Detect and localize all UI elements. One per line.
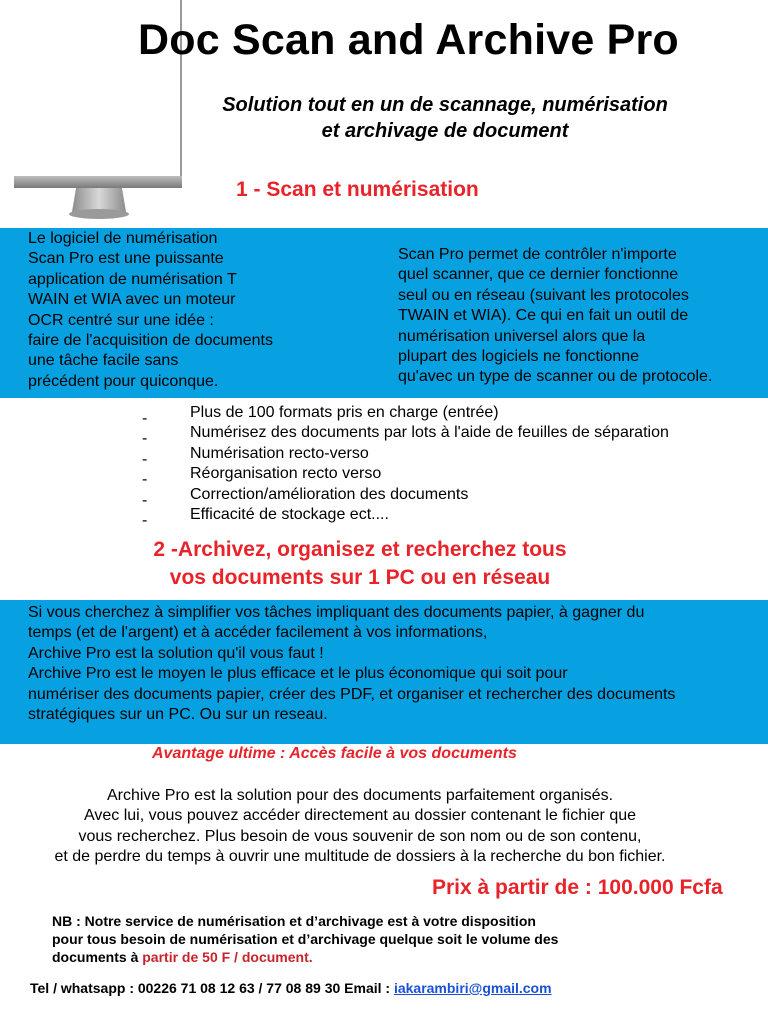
subtitle-line: Solution tout en un de scannage, numérisation (222, 94, 668, 116)
section1-heading: 1 - Scan et numérisation (236, 178, 479, 201)
list-item (142, 403, 669, 427)
feature-list (142, 403, 669, 530)
text-line: qu'avec un type de scanner ou de protocole. (398, 368, 713, 386)
list-item-text: Réorganisation recto verso (190, 465, 382, 483)
subtitle-line: et archivage de document (321, 120, 569, 142)
list-item-text: Efficacité de stockage ect.... (190, 506, 389, 524)
contact-line (30, 980, 552, 996)
text-line: application de numérisation T (28, 270, 237, 288)
list-item (142, 464, 669, 489)
text-line: Scan Pro est une puissante (28, 250, 224, 268)
text-line: Avec lui, vous pouvez accéder directement au dossier contenant le fichier que (83, 807, 637, 825)
nb-line: NB : Notre service de numérisation et d’archivage est à votre disposition (52, 913, 536, 929)
text-line: Scan Pro permet de contrôler n'importe (398, 246, 677, 263)
list-item-text: Correction/amélioration des documents (190, 485, 469, 503)
archive-description (28, 603, 675, 725)
text-line: Archive Pro est la solution pour des documents parfaitement organisés. (106, 787, 614, 804)
text-line: Archive Pro est la solution qu'il vous faut ! (28, 644, 324, 662)
text-line: et de perdre du temps à ouvrir une multitude de dossiers à la recherche du bon fichier. (54, 848, 666, 866)
heading-line: 2 -Archivez, organisez et recherchez tous (153, 538, 567, 561)
text-line: numériser des documents papier, créer des PDF, et organiser et rechercher des documents (28, 685, 676, 703)
text-line: Le logiciel de numérisation (28, 230, 218, 247)
list-item-text: Numérisation recto-verso (190, 444, 369, 462)
dash-marker: - (142, 450, 148, 468)
dash-marker: - (142, 471, 148, 489)
text-line: faire de l'acquisition de documents (28, 332, 273, 350)
dash-marker: - (142, 512, 148, 530)
list-item (142, 485, 669, 509)
text-line: plupart des logiciels ne fonctionne (398, 348, 640, 366)
page-title: Doc Scan and Archive Pro (138, 16, 679, 64)
list-item-text: Plus de 100 formats pris en charge (entrée) (190, 404, 499, 421)
scan-description-left (28, 229, 273, 392)
nb-line: pour tous besoin de numérisation et d’archivage quelque soit le volume des (52, 931, 559, 947)
avantage-heading: Avantage ultime : Accès facile à vos documents (152, 745, 517, 762)
text-line: TWAIN et WIA). Ce qui en fait un outil de (398, 307, 689, 325)
dash-marker: - (142, 430, 148, 448)
text-line: seul ou en réseau (suivant les protocoles (398, 286, 689, 304)
text-line: Archive Pro est le moyen le plus efficace et le plus économique qui soit pour (28, 665, 568, 683)
text-line: quel scanner, que ce dernier fonctionne (398, 266, 679, 284)
heading-line: vos documents sur 1 PC ou en réseau (169, 566, 551, 589)
scan-description-right (398, 245, 712, 388)
text-line: WAIN et WIA avec un moteur (28, 291, 236, 309)
dash-marker: - (142, 410, 148, 427)
archive-paragraph (0, 786, 720, 868)
text-line: stratégiques sur un PC. Ou sur un reseau. (28, 706, 328, 724)
contact-text: Tel / whatsapp : 00226 71 08 12 63 / 77 08 89 30 Email : (30, 980, 394, 996)
list-item (142, 423, 669, 448)
list-item (142, 444, 669, 468)
subtitle (180, 92, 710, 144)
nb-line (52, 948, 558, 966)
text-line: temps (et de l'argent) et à accéder facilement à vos informations, (28, 624, 488, 642)
nb-line-prefix: documents à (52, 949, 143, 965)
text-line: une tâche facile sans (28, 352, 179, 370)
text-line: Si vous cherchez à simplifier vos tâches impliquant des documents papier, à gagner du (28, 604, 645, 621)
text-line: précédent pour quiconque. (28, 372, 219, 390)
list-item-text: Numérisez des documents par lots à l'aide de feuilles de séparation (190, 424, 669, 442)
nb-note (52, 912, 558, 966)
list-item (142, 505, 669, 530)
text-line: OCR centré sur une idée : (28, 311, 214, 329)
email-link[interactable]: iakarambiri@gmail.com (393, 980, 552, 996)
dash-marker: - (142, 491, 148, 509)
nb-price-highlight: partir de 50 F / document. (142, 949, 313, 965)
text-line: numérisation universel alors que la (398, 327, 646, 345)
price-label: Prix à partir de : 100.000 Fcfa (432, 876, 723, 899)
section2-heading (100, 536, 620, 592)
text-line: vous recherchez. Plus besoin de vous souvenir de son nom ou de son contenu, (78, 827, 642, 845)
